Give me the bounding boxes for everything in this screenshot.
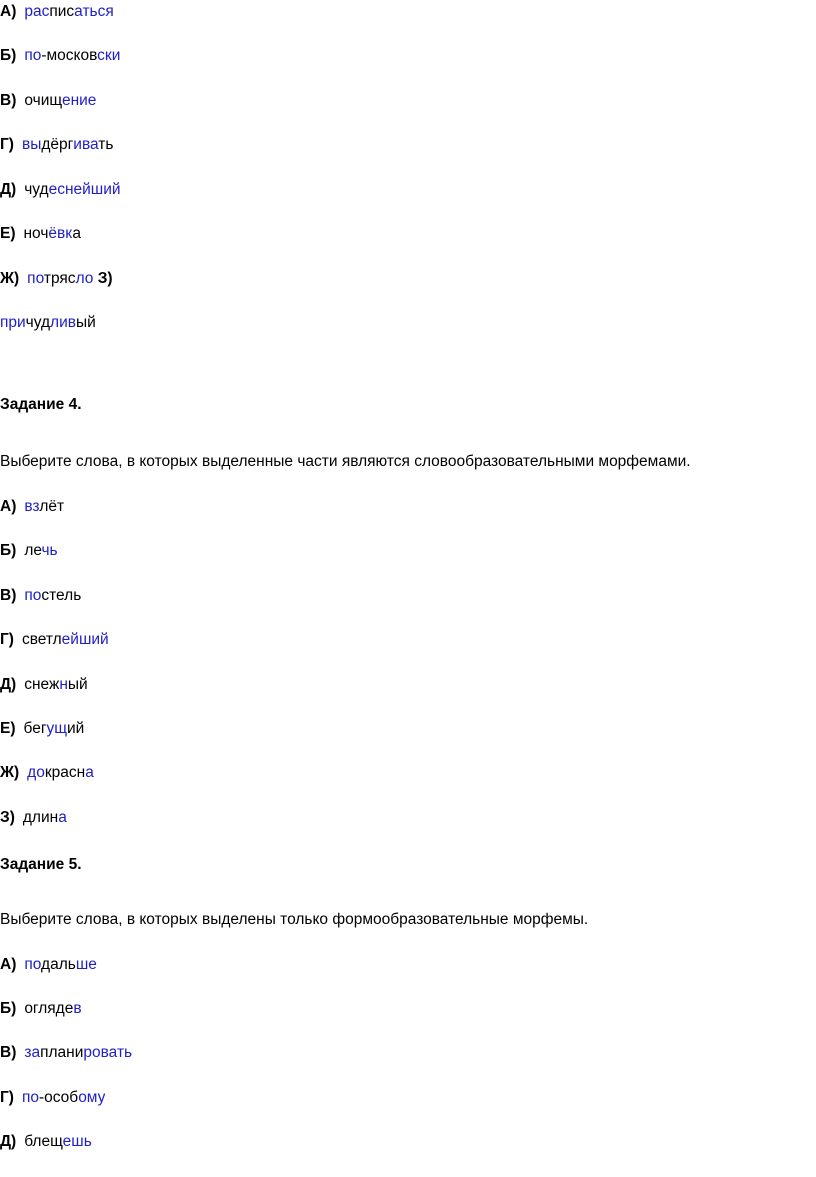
- option-label: Е): [0, 720, 16, 737]
- word-part: -особ: [38, 1089, 79, 1106]
- task4-item: [0, 541, 58, 561]
- task4-instruction: Выберите слова, в которых выделенные части являются словообразовательными морфемами.: [0, 453, 691, 470]
- option-label: Д): [0, 676, 17, 693]
- task4-title: Задание 4.: [0, 396, 82, 413]
- task3-item: [0, 269, 113, 289]
- word-part: лёт: [39, 498, 65, 515]
- task4-item: [0, 763, 94, 783]
- word-part: ий: [67, 720, 85, 737]
- task4-item: [0, 586, 81, 606]
- task3-item: [0, 135, 113, 155]
- word-part: а: [72, 225, 82, 242]
- highlighted-morpheme: ски: [97, 47, 121, 64]
- option-label: Д): [0, 1133, 17, 1150]
- option-label: Ж): [0, 764, 20, 781]
- highlighted-morpheme: при: [0, 314, 26, 331]
- highlighted-morpheme: ло: [75, 270, 94, 287]
- task4-item: [0, 719, 84, 739]
- task4-item: [0, 497, 64, 517]
- highlighted-morpheme: вз: [24, 498, 40, 515]
- task3-item: [0, 91, 96, 111]
- word-part: чуд: [24, 181, 49, 198]
- word-part: снеж: [24, 676, 60, 693]
- highlighted-morpheme: ешь: [62, 1133, 92, 1150]
- task3-item: [0, 224, 81, 244]
- highlighted-morpheme: рас: [24, 3, 50, 20]
- highlighted-morpheme: ому: [78, 1089, 106, 1106]
- option-label: Е): [0, 225, 16, 242]
- word-part: пис: [49, 3, 75, 20]
- highlighted-morpheme: а: [58, 809, 67, 826]
- option-label: В): [0, 92, 17, 109]
- highlighted-morpheme: ейший: [61, 631, 109, 648]
- word-part: огляде: [24, 1000, 74, 1017]
- task4-item: [0, 675, 88, 695]
- option-label: В): [0, 1044, 17, 1061]
- word-part: -москов: [41, 47, 98, 64]
- highlighted-morpheme: по: [24, 587, 42, 604]
- word-part: бег: [23, 720, 47, 737]
- highlighted-morpheme: лив: [50, 314, 76, 331]
- option-label: Б): [0, 542, 17, 559]
- highlighted-morpheme: по: [21, 1089, 39, 1106]
- word-part: блещ: [24, 1133, 63, 1150]
- word-part: стель: [41, 587, 82, 604]
- highlighted-morpheme: за: [24, 1044, 41, 1061]
- word-part: плани: [40, 1044, 84, 1061]
- option-label: З): [0, 809, 15, 826]
- highlighted-morpheme: чь: [41, 542, 58, 559]
- highlighted-morpheme: аться: [74, 3, 114, 20]
- highlighted-morpheme: вы: [21, 136, 42, 153]
- word-part: тряс: [43, 270, 76, 287]
- highlighted-morpheme: ива: [73, 136, 99, 153]
- task3-item: [0, 180, 121, 200]
- task4-item: [0, 630, 109, 650]
- highlighted-morpheme: по: [24, 47, 42, 64]
- task4-item: [0, 808, 67, 828]
- option-label: А): [0, 3, 17, 20]
- word-part: ле: [24, 542, 42, 559]
- word-part: ый: [67, 676, 88, 693]
- highlighted-morpheme: по: [27, 270, 44, 287]
- highlighted-morpheme: ровать: [83, 1044, 133, 1061]
- highlighted-morpheme: еснейший: [48, 181, 121, 198]
- option-label: А): [0, 498, 17, 515]
- task5-item: [0, 1088, 105, 1108]
- option-label: Б): [0, 1000, 17, 1017]
- option-label: Г): [0, 631, 14, 648]
- option-label: Ж): [0, 270, 20, 287]
- word-part: чуд: [25, 314, 51, 331]
- word-part: дёрг: [41, 136, 74, 153]
- option-label: В): [0, 587, 17, 604]
- option-label: Г): [0, 136, 14, 153]
- option-label: А): [0, 956, 17, 973]
- word-part: ть: [98, 136, 114, 153]
- highlighted-morpheme: ущ: [46, 720, 67, 737]
- word-part: даль: [41, 956, 76, 973]
- word-part: очищ: [24, 92, 62, 109]
- highlighted-morpheme: н: [59, 676, 68, 693]
- highlighted-morpheme: ение: [61, 92, 97, 109]
- task5-item: [0, 955, 97, 975]
- task5-instruction: Выберите слова, в которых выделены только формообразовательные морфемы.: [0, 911, 589, 928]
- task3-item: [0, 2, 114, 22]
- word-part: светл: [21, 631, 62, 648]
- word-part: красн: [44, 764, 86, 781]
- task5-item: [0, 1043, 132, 1063]
- task5-item: [0, 1132, 92, 1152]
- highlighted-morpheme: ёвк: [48, 225, 73, 242]
- option-label: Г): [0, 1089, 14, 1106]
- word-part: З): [93, 270, 113, 287]
- task3-item: [0, 46, 120, 66]
- highlighted-morpheme: по: [24, 956, 42, 973]
- task3-item: [0, 313, 96, 333]
- option-label: Д): [0, 181, 17, 198]
- word-part: ноч: [23, 225, 49, 242]
- highlighted-morpheme: а: [85, 764, 94, 781]
- word-part: ый: [75, 314, 96, 331]
- task5-item: [0, 999, 82, 1019]
- task5-title: Задание 5.: [0, 856, 82, 873]
- highlighted-morpheme: в: [73, 1000, 82, 1017]
- option-label: Б): [0, 47, 17, 64]
- highlighted-morpheme: ше: [75, 956, 97, 973]
- highlighted-morpheme: до: [27, 764, 45, 781]
- word-part: длин: [22, 809, 59, 826]
